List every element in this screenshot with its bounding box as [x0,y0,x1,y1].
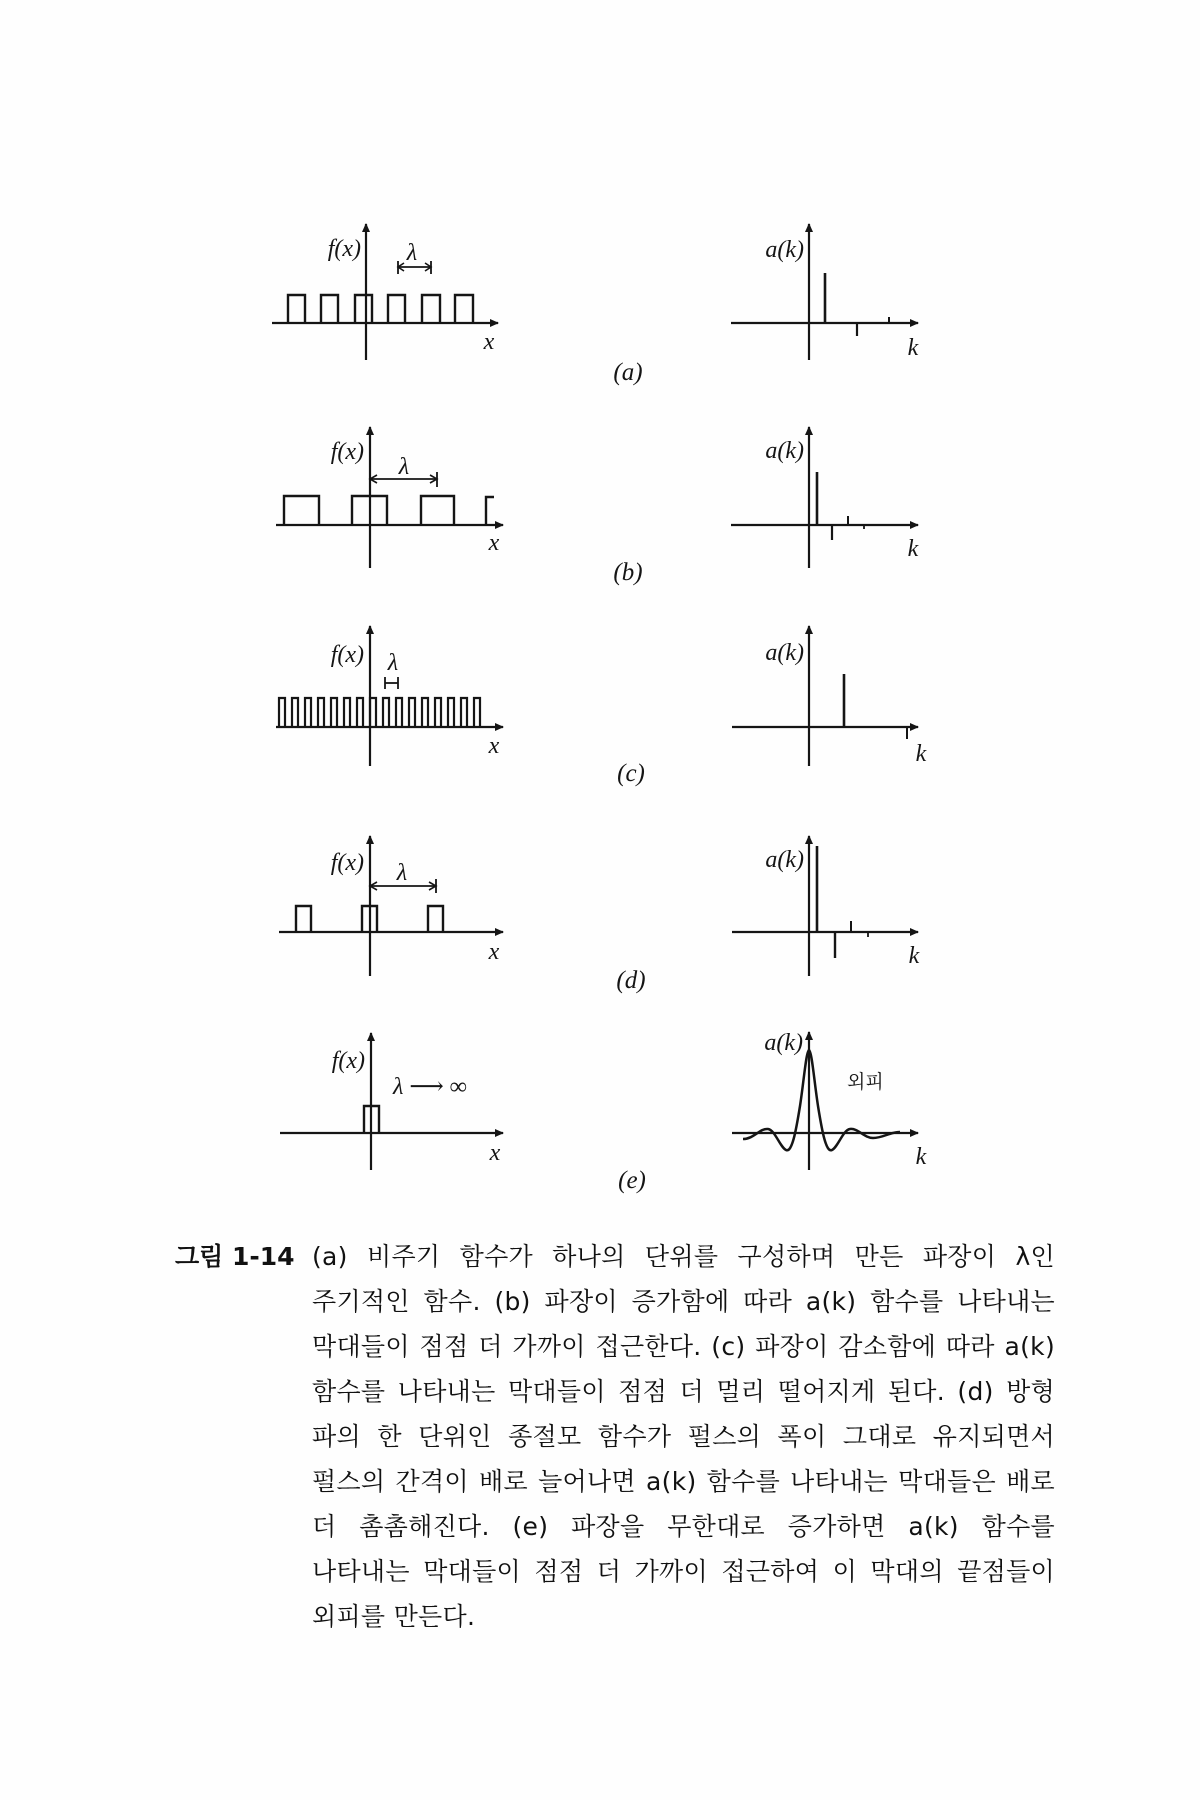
panel-b [276,427,919,586]
k-axis-label: k [907,536,919,562]
lambda-infinity-label: λ ⟶ ∞ [393,1074,467,1100]
ak-plot-e [732,1030,927,1170]
ak-label: a(k) [765,237,804,263]
ak-plot-a [731,224,919,361]
pulse-train [284,496,494,525]
caption-label: 그림 1-14 [175,1242,295,1271]
envelope-label: 외피 [847,1071,884,1093]
panel-label: (c) [617,760,645,787]
panel-c [276,626,927,787]
pulse-train [279,698,480,727]
wavelength-marker [385,677,398,689]
caption-text: (a) 비주기 함수가 하나의 단위를 구성하며 만든 파장이 λ인 주기적인 함수. (b) 파장이 증가함에 따라 a(k) 함수를 나타내는 막대들이 점점 더 가까이 접근한다. (c) 파장이 감소함에 따라 a(k) 함수를 나타내는 막대들이 점점 더 멀리 떨어지게 된다. (d) 방형 파의 한 단위인 종절모 함수가 펄스의 폭이 그대로 유지되면서 펄스의 간격이 배로 늘어나면 a(k) 함수를 나타내는 막대들은 배로 더 촘촘해진다. (e) 파장을 무한대로 증가하면 a(k) 함수를 나타내는 막대들이 점점 더 가까이 접근하여 이 막대의 끝점들이 외피를 만든다. [312,1242,1055,1631]
ak-label: a(k) [765,640,804,666]
panel-label: (d) [616,967,646,994]
fx-plot-d [279,836,503,976]
panel-a [272,224,919,386]
ak-label: a(k) [765,438,804,464]
panel-label: (a) [613,359,643,386]
ak-plot-d [732,836,920,976]
k-axis-label: k [915,741,927,767]
k-axis-label: k [908,943,920,969]
ak-label: a(k) [764,1030,803,1056]
lambda-label: λ [387,650,399,676]
ak-plot-c [732,626,927,767]
k-axis-label: k [915,1144,927,1170]
panel-label: (b) [613,559,643,586]
lambda-label: λ [406,240,418,266]
fx-label: f(x) [330,439,364,465]
pulse-train [288,295,473,323]
x-axis-label: x [488,733,500,759]
fx-plot-a [272,224,498,360]
panel-e [280,1030,927,1194]
x-axis-label: x [489,1140,501,1166]
fx-label: f(x) [330,850,364,876]
lambda-label: λ [398,454,410,480]
panel-d [279,836,920,994]
ak-plot-b [731,427,919,568]
k-axis-label: k [907,335,919,361]
fx-plot-c [276,626,503,766]
fx-label: f(x) [330,642,364,668]
x-axis-label: x [483,329,495,355]
sinc-envelope [743,1050,900,1150]
x-axis-label: x [488,530,500,556]
fx-plot-b [276,427,503,568]
fx-plot-e [280,1033,503,1170]
fx-label: f(x) [327,236,361,262]
ak-label: a(k) [765,847,804,873]
x-axis-label: x [488,939,500,965]
fx-label: f(x) [331,1048,365,1074]
panel-label: (e) [618,1167,646,1194]
lambda-label: λ [396,860,408,886]
